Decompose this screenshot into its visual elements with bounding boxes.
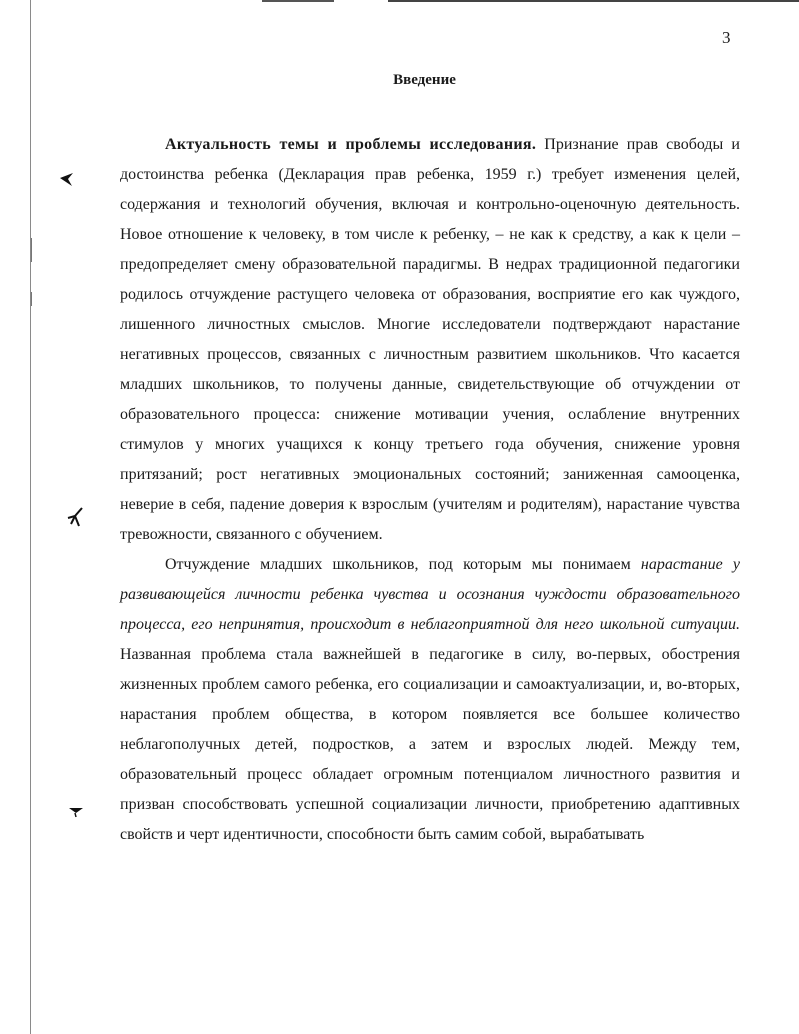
paragraph-italic-definition: нарастание у развивающейся личности ребенка чувства и осознания чуждости образовательного процесса, его непринятия, происходит в неблагоприятной для него школьной ситуации. — [120, 556, 740, 633]
paragraph-text: Названная проблема стала важнейшей в педагогике в силу, во-первых, обострения жизненных проблем самого ребенка, его социализации и самоактуализации, и, во-вторых, нарастания проблем общества, в котором появляется все большее количество неблагополучных детей, подростков, а затем и взрослых людей. Между тем, образовательный процесс обладает огромным потенциалом личностного развития и призван способствовать успешной социализации личности, приобретению адаптивных свойств и черт идентичности, способности быть самим собой, вырабатывать — [120, 646, 740, 843]
scan-edge-line — [30, 0, 31, 1034]
page-title: Введение — [393, 72, 456, 88]
scan-edge-dash — [31, 238, 32, 262]
paragraph — [120, 550, 740, 850]
margin-check-mark-icon — [66, 506, 86, 530]
paragraph-lead: Отчуждение младших школьников, под которым мы понимаем — [165, 556, 641, 573]
paragraph — [120, 130, 740, 550]
body-text — [120, 130, 740, 850]
page-number: 3 — [722, 28, 731, 47]
margin-arrow-mark-icon — [68, 806, 84, 818]
scan-edge-dash — [31, 292, 32, 306]
paragraph-lead-bold: Актуальность темы и проблемы исследования. — [165, 136, 537, 153]
scan-artifact-top-right — [388, 0, 799, 2]
scan-artifact-top-left — [262, 0, 334, 2]
margin-arrow-mark-icon — [58, 170, 76, 188]
paragraph-text: Признание прав свободы и достоинства ребенка (Декларация прав ребенка, 1959 г.) требует изменения целей, содержания и технологий обучения, включая и контрольно-оценочную деятельность. Новое отношение к человеку, в том числе к ребенку, – не как к средству, а как к цели – предопределяет смену образовательной парадигмы. В недрах традиционной педагогики родилось отчуждение растущего человека от образования, восприятие его как чуждого, лишенного личностных смыслов. Многие исследователи подтверждают нарастание негативных процессов, связанных с личностным развитием школьников. Что касается младших школьников, то получены данные, свидетельствующие об отчуждении от образовательного процесса: снижение мотивации учения, ослабление внутренних стимулов у многих учащихся к концу третьего года обучения, снижение уровня притязаний; рост негативных эмоциональных состояний; заниженная самооценка, неверие в себя, падение доверия к взрослым (учителям и родителям), нарастание чувства тревожности, связанного с обучением. — [120, 136, 740, 543]
